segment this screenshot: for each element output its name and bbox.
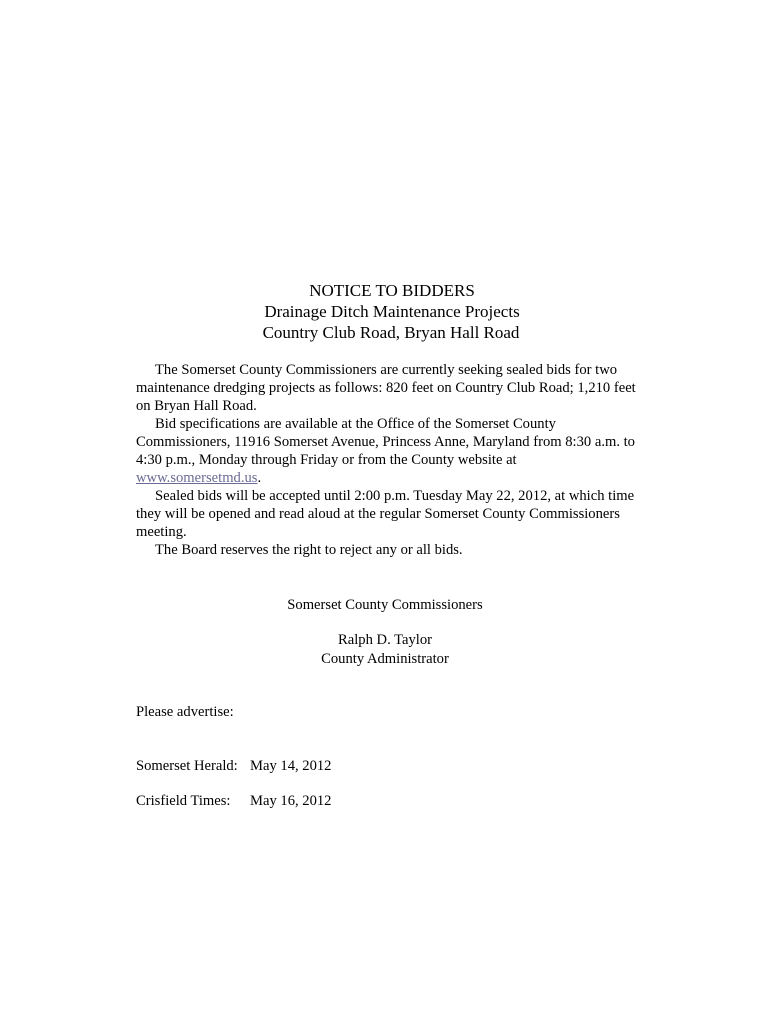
- advertise-label: Please advertise:: [136, 704, 234, 720]
- publication-name: Somerset Herald:: [136, 758, 238, 774]
- notice-subtitle-project: Drainage Ditch Maintenance Projects: [264, 302, 520, 321]
- paragraph-reservation: The Board reserves the right to reject any or all bids.: [155, 542, 463, 558]
- signature-title: County Administrator: [321, 651, 449, 667]
- publication-row: [136, 792, 331, 811]
- signature-name: Ralph D. Taylor: [338, 632, 432, 648]
- publication-row: [136, 757, 331, 776]
- publication-date: May 16, 2012: [250, 793, 332, 809]
- specifications-end: .: [257, 470, 262, 486]
- publication-name: Crisfield Times:: [136, 793, 231, 809]
- paragraph-specifications: [136, 415, 636, 487]
- notice-body: [136, 361, 636, 559]
- signature-organization: Somerset County Commissioners: [287, 597, 483, 613]
- notice-title: NOTICE TO BIDDERS: [309, 281, 475, 300]
- county-website-link[interactable]: www.somersetmd.us: [136, 470, 258, 486]
- specifications-text: Bid specifications are available at the Office of the Somerset County Commissioners, 11916 Somerset Avenue, Princess Anne, Maryland from 8:30 a.m. to 4:30 p.m., Monday through Friday or from the County website at: [136, 416, 635, 468]
- publication-date: May 14, 2012: [250, 758, 332, 774]
- notice-subtitle-roads: Country Club Road, Bryan Hall Road: [262, 323, 520, 342]
- paragraph-deadline: Sealed bids will be accepted until 2:00 p.m. Tuesday May 22, 2012, at which time they will be opened and read aloud at the regular Somerset County Commissioners meeting.: [136, 488, 635, 540]
- paragraph-seeking-bids: The Somerset County Commissioners are currently seeking sealed bids for two maintenance dredging projects as follows: 820 feet on Country Club Road; 1,210 feet on Bryan Hall Road.: [136, 362, 636, 414]
- notice-header: [0, 280, 770, 343]
